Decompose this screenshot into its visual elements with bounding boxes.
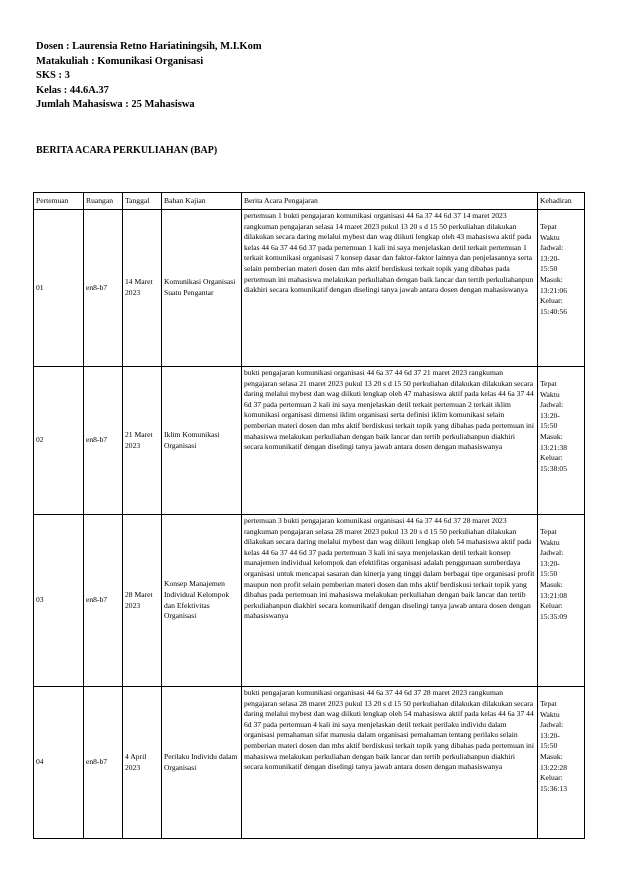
column-header-bahan-kajian: Bahan Kajian (162, 193, 242, 210)
kehadiran-jadwal-label: Jadwal: (540, 720, 564, 730)
table-header-row (34, 193, 585, 210)
bap-table (33, 192, 585, 839)
kehadiran-masuk-label: Masuk: (540, 579, 563, 589)
pertemuan-cell: 03 (34, 515, 84, 687)
kehadiran-masuk-label: Masuk: (540, 751, 563, 761)
jumlah-mahasiswa-line: Jumlah Mahasiswa : 25 Mahasiswa (36, 99, 195, 110)
kehadiran-keluar-label: Keluar: (540, 773, 563, 783)
pertemuan-cell: 02 (34, 367, 84, 515)
kehadiran-jadwal-label: Jadwal: (540, 400, 564, 410)
kehadiran-status: Tepat (540, 222, 557, 231)
kehadiran-keluar-time: 15:40:56 (540, 306, 568, 316)
kehadiran-status: Tepat (540, 527, 557, 536)
matakuliah-line: Matakuliah : Komunikasi Organisasi (36, 55, 204, 67)
bahan-kajian-cell: Komunikasi Organisasi Suatu Pengantar (162, 210, 242, 367)
table-row (34, 367, 585, 515)
kehadiran-jadwal-end: 15:50 (540, 264, 558, 274)
kehadiran-status: Waktu (540, 537, 560, 547)
kehadiran-masuk-time: 13:21:38 (540, 442, 568, 452)
table-row (34, 210, 585, 367)
kehadiran-masuk-time: 13:21:08 (540, 590, 568, 600)
course-info-header (36, 40, 262, 113)
column-header-kehadiran: Kehadiran (538, 193, 585, 210)
kehadiran-jadwal-end: 15:50 (540, 741, 558, 751)
kehadiran-jadwal-end: 15:50 (540, 569, 558, 579)
kehadiran-keluar-label: Keluar: (540, 296, 563, 306)
sks-line: SKS : 3 (36, 70, 70, 81)
pertemuan-cell: 04 (34, 687, 84, 839)
kehadiran-keluar-label: Keluar: (540, 601, 563, 611)
tanggal-cell: 28 Maret 2023 (123, 515, 162, 687)
bahan-kajian-cell: Perilaku Individu dalam Organisasi (162, 687, 242, 839)
berita-acara-cell: pertemuan 3 bukti pengajaran komunikasi organisasi 44 6a 37 44 6d 37 28 maret 2023 rangkuman pengajaran selasa 28 maret 2023 pukul 13 20 s d 15 50 perkuliahan dilakukan dilakukan secara daring melalui mybest dan wag diikuti lengkap oleh 54 mahasiswa aktif pada kelas 44 6a 37 44 6d 37 pada pertemuan 3 kali ini saya menjelaskan detil terkait konsep manajemen individual kelompok dan efektifitas organisasi adalah penggunaan sumberdaya organisasi untuk mencapai sasaran dan kinerja yang tinggi dalam berbagai tipe organisasi profit maupun non profit selain pemberian materi dosen dan mhs aktif berdiskusi terkait topik yang dibahas pada pertemuan ini mahasiswa melakukan perkuliahan dengan baik lancar dan tertib perkuliahanpun diakhiri secara komunikatif dengan diselingi tanya jawab antara dosen dengan mahasiswanya (242, 515, 538, 687)
document-title: BERITA ACARA PERKULIAHAN (BAP) (36, 145, 218, 156)
dosen-line: Dosen : Laurensia Retno Hariatiningsih, M.I.Kom (36, 41, 262, 52)
column-header-berita-acara: Berita Acara Pengajaran (242, 193, 538, 210)
kehadiran-status: Waktu (540, 709, 560, 719)
kehadiran-keluar-label: Keluar: (540, 453, 563, 463)
kehadiran-cell (538, 687, 585, 839)
kehadiran-cell (538, 367, 585, 515)
table-row (34, 687, 585, 839)
kehadiran-jadwal-label: Jadwal: (540, 548, 564, 558)
tanggal-cell: 4 April 2023 (123, 687, 162, 839)
kehadiran-jadwal-start: 13:20- (540, 410, 560, 420)
tanggal-cell: 14 Maret 2023 (123, 210, 162, 367)
kehadiran-jadwal-label: Jadwal: (540, 243, 564, 253)
kehadiran-keluar-time: 15:35:09 (540, 611, 568, 621)
kehadiran-masuk-label: Masuk: (540, 431, 563, 441)
kelas-line: Kelas : 44.6A.37 (36, 84, 109, 96)
kehadiran-status: Tepat (540, 699, 557, 708)
ruangan-cell: en8-b7 (84, 210, 123, 367)
kehadiran-masuk-time: 13:22:28 (540, 762, 568, 772)
ruangan-cell: en8-b7 (84, 687, 123, 839)
kehadiran-masuk-time: 13:21:06 (540, 285, 568, 295)
pertemuan-cell: 01 (34, 210, 84, 367)
kehadiran-cell (538, 210, 585, 367)
column-header-ruangan: Ruangan (84, 193, 123, 210)
berita-acara-cell: bukti pengajaran komunikasi organisasi 44 6a 37 44 6d 37 28 maret 2023 rangkuman pengajaran selasa 28 maret 2023 pukul 13 20 s d 15 50 perkuliahan dilakukan dilakukan secara daring melalui mybest dan wag diikuti lengkap oleh 54 mahasiswa aktif pada kelas 44 6a 37 44 6d 37 pada pertemuan 4 kali ini saya menjelaskan detil terkait perilaku individu dalam organisasi pemahaman sifat manusia dalam organisasi pemahaman tentang perilaku selain pemberian materi dosen dan mhs aktif berdiskusi terkait topik yang dibahas pada pertemuan ini mahasiswa melakukan perkuliahan dengan baik lancar dan tertib perkuliahanpun diakhiri secara komunikatif dengan diselingi tanya jawab antara dosen dengan mahasiswanya (242, 687, 538, 839)
kehadiran-keluar-time: 15:36:13 (540, 783, 568, 793)
kehadiran-cell (538, 515, 585, 687)
column-header-pertemuan: Pertemuan (34, 193, 84, 210)
berita-acara-cell: bukti pengajaran komunikasi organisasi 44 6a 37 44 6d 37 21 maret 2023 rangkuman pengajaran selasa 21 maret 2023 pukul 13 20 s d 15 50 perkuliahan dilakukan dilakukan secara daring melalui mybest dan wag diikuti lengkap oleh 47 mahasiswa aktif pada kelas 44 6a 37 44 6d 37 pada pertemuan 2 kali ini saya menjelaskan detil terkait pertemuan 2 terkait iklim komunikasi organisasi dimensi iklim organisasi serta definisi iklim komunikasi selain pemberian materi dosen dan mhs aktif berdiskusi terkait topik yang dibahas pada pertemuan ini mahasiswa melakukan perkuliahan dengan baik lancar dan tertib perkuliahanpun diakhiri secara komunikatif dengan diselingi tanya jawab antara dosen dengan mahasiswanya (242, 367, 538, 515)
kehadiran-jadwal-start: 13:20- (540, 253, 560, 263)
kehadiran-keluar-time: 15:38:05 (540, 463, 568, 473)
bahan-kajian-cell: Konsep Manajemen Individual Kelompok dan Efektivitas Organisasi (162, 515, 242, 687)
berita-acara-cell: pertemuan 1 bukti pengajaran komunikasi organisasi 44 6a 37 44 6d 37 14 maret 2023 rangkuman pengajaran selasa 14 maret 2023 pukul 13 20 s d 15 50 perkuliahan dilakukan dilakukan secara daring melalui mybest dan wag diikuti lengkap oleh 43 mahasiswa aktif pada kelas 44 6a 37 44 6d 37 pada pertemuan 1 kali ini saya menjelaskan detil terkait pertemuan 1 terkait komunikasi organisasi 7 konsep dasar dan faktor-faktor lainnya dan penjelasannya serta selain pemberian materi dosen dan mhs aktif berdiskusi terkait topik yang dibahas pada pertemuan ini mahasiswa melakukan perkuliahan dengan baik lancar dan tertib perkuliahanpun diakhiri secara komunikatif dengan diselingi tanya jawab antara dosen dengan mahasiswanya (242, 210, 538, 367)
kehadiran-jadwal-start: 13:20- (540, 730, 560, 740)
table-row (34, 515, 585, 687)
ruangan-cell: en8-b7 (84, 367, 123, 515)
column-header-tanggal: Tanggal (123, 193, 162, 210)
ruangan-cell: en8-b7 (84, 515, 123, 687)
kehadiran-status: Waktu (540, 232, 560, 242)
bahan-kajian-cell: Iklim Komunikasi Organisasi (162, 367, 242, 515)
kehadiran-jadwal-end: 15:50 (540, 421, 558, 431)
kehadiran-jadwal-start: 13:20- (540, 558, 560, 568)
kehadiran-masuk-label: Masuk: (540, 274, 563, 284)
tanggal-cell: 21 Maret 2023 (123, 367, 162, 515)
kehadiran-status: Tepat (540, 379, 557, 388)
kehadiran-status: Waktu (540, 389, 560, 399)
